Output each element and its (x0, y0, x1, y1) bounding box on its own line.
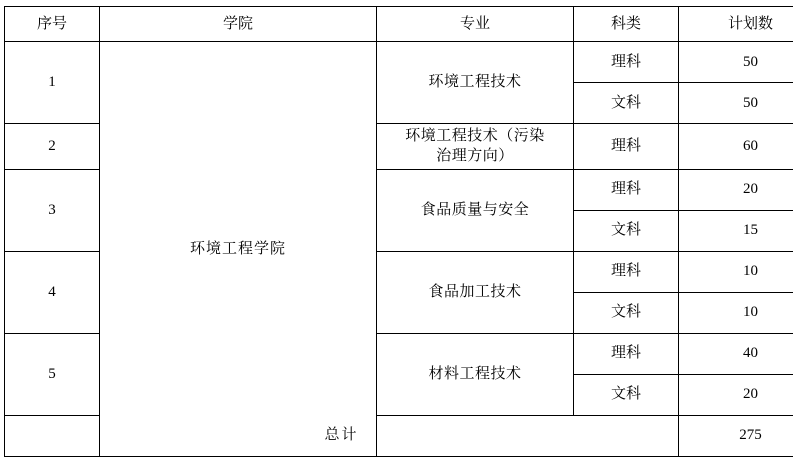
header-type: 科类 (574, 7, 679, 42)
total-label: 总计 (5, 415, 679, 456)
header-plan: 计划数 (679, 7, 793, 42)
cell-major: 食品质量与安全 (377, 169, 574, 251)
enrollment-plan-table (4, 6, 793, 457)
table-row (5, 42, 793, 83)
cell-type: 理科 (574, 42, 679, 83)
table-header-row (5, 7, 793, 42)
cell-seq: 3 (5, 169, 100, 251)
total-value: 275 (679, 415, 793, 456)
cell-seq: 1 (5, 42, 100, 124)
cell-major: 食品加工技术 (377, 251, 574, 333)
header-major: 专业 (377, 7, 574, 42)
cell-plan: 20 (679, 374, 793, 415)
cell-type: 文科 (574, 83, 679, 124)
cell-type: 理科 (574, 333, 679, 374)
cell-type: 理科 (574, 169, 679, 210)
cell-plan: 50 (679, 83, 793, 124)
cell-major-line2: 治理方向） (380, 146, 570, 166)
table-total-row (5, 415, 793, 456)
cell-plan: 60 (679, 124, 793, 170)
cell-plan: 40 (679, 333, 793, 374)
cell-major: 环境工程技术 (377, 42, 574, 124)
cell-type: 理科 (574, 251, 679, 292)
header-seq: 序号 (5, 7, 100, 42)
cell-seq: 2 (5, 124, 100, 170)
cell-type: 文科 (574, 292, 679, 333)
cell-major-line1: 环境工程技术（污染 (380, 126, 570, 146)
cell-major: 材料工程技术 (377, 333, 574, 415)
cell-major (377, 124, 574, 170)
cell-type: 文科 (574, 210, 679, 251)
cell-seq: 5 (5, 333, 100, 415)
cell-seq: 4 (5, 251, 100, 333)
cell-type: 理科 (574, 124, 679, 170)
cell-type: 文科 (574, 374, 679, 415)
cell-college: 环境工程学院 (100, 42, 377, 457)
header-college: 学院 (100, 7, 377, 42)
cell-plan: 50 (679, 42, 793, 83)
cell-plan: 20 (679, 169, 793, 210)
cell-plan: 10 (679, 292, 793, 333)
cell-plan: 10 (679, 251, 793, 292)
cell-plan: 15 (679, 210, 793, 251)
